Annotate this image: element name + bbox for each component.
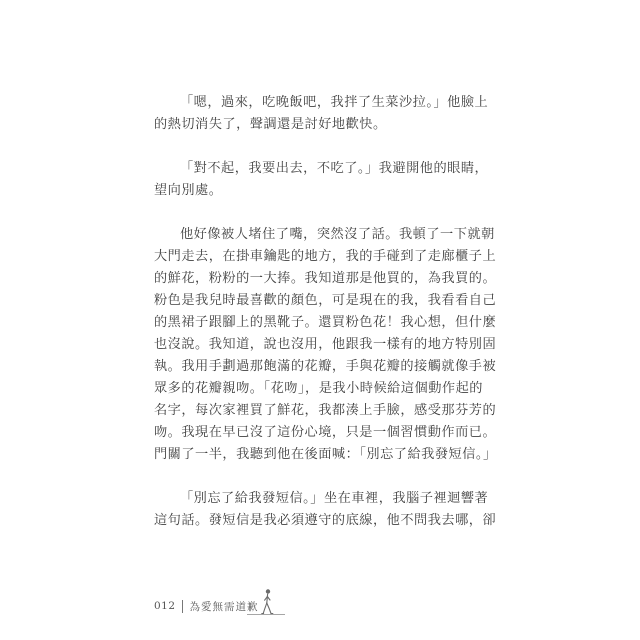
text-line: 「別忘了給我發短信。」坐在車裡，我腦子裡迴響著 [180, 491, 489, 506]
text-line: 名字，每次家裡買了鮮花，我都湊上手臉，感受那芬芳的 [154, 403, 497, 418]
walking-man-icon [245, 586, 285, 618]
text-line: 的鮮花，粉粉的一大捧。我知道那是他買的，為我買的。 [154, 271, 497, 286]
text-line: 望向別處。 [154, 183, 223, 198]
footer-divider [182, 600, 183, 613]
text-line: 「嗯，過來，吃晚飯吧，我拌了生菜沙拉。」他臉上 [180, 95, 489, 110]
text-line: 「對不起，我要出去，不吃了。」我避開他的眼睛， [180, 161, 489, 176]
paragraph-1 [154, 92, 494, 136]
text-line: 大門走去，在掛車鑰匙的地方，我的手碰到了走廊櫃子上 [154, 249, 497, 264]
text-line: 粉色是我兒時最喜歡的顏色，可是現在的我，我看看自己 [154, 293, 497, 308]
paragraph-2 [154, 158, 494, 202]
running-book-title: 為愛無需道歉 [189, 600, 259, 613]
text-line: 門關了一半，我聽到他在後面喊：「別忘了給我發短信。」 [154, 447, 497, 462]
page-number: 012 [154, 600, 176, 612]
page-footer [154, 596, 259, 616]
text-line: 吻。我現在早已沒了這份心境，只是一個習慣動作而已。 [154, 425, 497, 440]
paragraph-gap [154, 136, 494, 158]
text-line: 眾多的花瓣親吻。「花吻」，是我小時候給這個動作起的 [154, 381, 483, 396]
text-line: 這句話。發短信是我必須遵守的底線，他不問我去哪，卻 [154, 513, 497, 528]
text-line: 的熱切消失了，聲調還是討好地歡快。 [154, 117, 387, 132]
paragraph-4 [154, 488, 497, 532]
paragraph-gap [154, 202, 494, 224]
text-line: 他好像被人堵住了嘴，突然沒了話。我頓了一下就朝 [180, 227, 495, 242]
paragraph-gap [154, 466, 494, 488]
text-line: 執。我用手劃過那飽滿的花瓣，手與花瓣的接觸就像手被 [154, 359, 497, 374]
text-line: 也沒說。我知道，說也沒用，他跟我一樣有的地方特別固 [154, 337, 497, 352]
text-line: 的黑裙子跟腳上的黑靴子。還買粉色花！我心想，但什麼 [154, 315, 497, 330]
paragraph-3 [154, 224, 497, 466]
body-text [154, 92, 497, 532]
